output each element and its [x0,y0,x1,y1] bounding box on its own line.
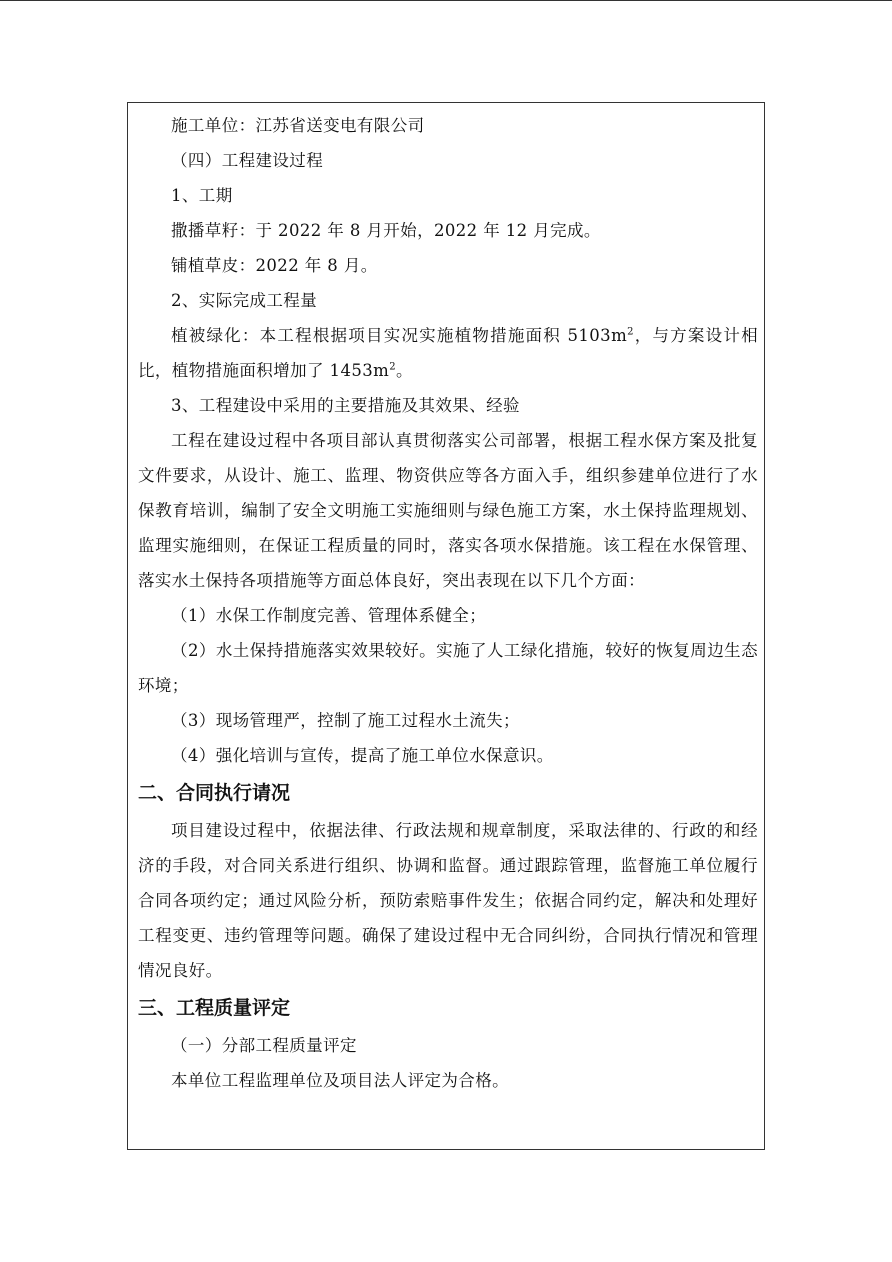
vegetation-text-a: 植被绿化：本工程根据项目实况实施植物措施面积 5103m [171,326,628,345]
heading-contract-execution: 二、合同执行请况 [138,782,291,804]
sowing-seeds-schedule: 撒播草籽：于 2022 年 8 月开始，2022 年 12 月完成。 [171,221,601,240]
heading-quality-assessment: 三、工程质量评定 [138,997,291,1019]
area-unit-superscript: 2 [627,326,634,338]
laying-turf-schedule: 铺植草皮：2022 年 8 月。 [171,256,378,275]
construction-unit: 施工单位：江苏省送变电有限公司 [171,116,425,135]
contract-paragraph: 项目建设过程中，依据法律、行政法规和规章制度，采取法律的、行政的和经济的手段，对合同关系进行组织、协调和监督。通过跟踪管理，监督施工单位履行合同各项约定；通过风险分析，预防索赔事件发生；依据合同约定，解决和处理好工程变更、违约管理等问题。确保了建设过程中无合同纠纷，合同执行情况和管理情况良好。 [138,821,758,980]
vegetation-text-b: ，与方案设计相比，植物措施面积增加了 1453m [138,326,758,380]
top-border-line [0,0,892,1]
subsection-1-title: （一）分部工程质量评定 [171,1036,357,1055]
item-1-title: 1、工期 [171,186,233,205]
area-unit-superscript-2: 2 [389,361,396,373]
conclusion-text: 本单位工程监理单位及项目法人评定为合格。 [171,1071,509,1090]
vegetation-text-c: 。 [395,361,413,380]
measures-paragraph: 工程在建设过程中各项目部认真贯彻落实公司部署，根据工程水保方案及批复文件要求，从设计、施工、监理、物资供应等各方面入手，组织参建单位进行了水保教育培训，编制了安全文明施工实施细则与绿色施工方案，水土保持监理规划、监理实施细则，在保证工程质量的同时，落实各项水保措施。该工程在水保管理、落实水土保持各项措施等方面总体良好，突出表现在以下几个方面： [138,431,758,590]
section-4-title: （四）工程建设过程 [171,151,324,170]
point-2: （2）水土保持措施落实效果较好。实施了人工绿化措施，较好的恢复周边生态环境； [138,641,758,695]
item-3-title: 3、工程建设中采用的主要措施及其效果、经验 [171,396,520,415]
item-2-title: 2、实际完成工程量 [171,291,318,310]
point-3: （3）现场管理严，控制了施工过程水土流失； [171,711,520,730]
point-4: （4）强化培训与宣传，提高了施工单位水保意识。 [171,746,554,765]
vegetation-paragraph [138,318,758,388]
document-body [138,108,758,1098]
point-1: （1）水保工作制度完善、管理体系健全； [171,606,487,625]
